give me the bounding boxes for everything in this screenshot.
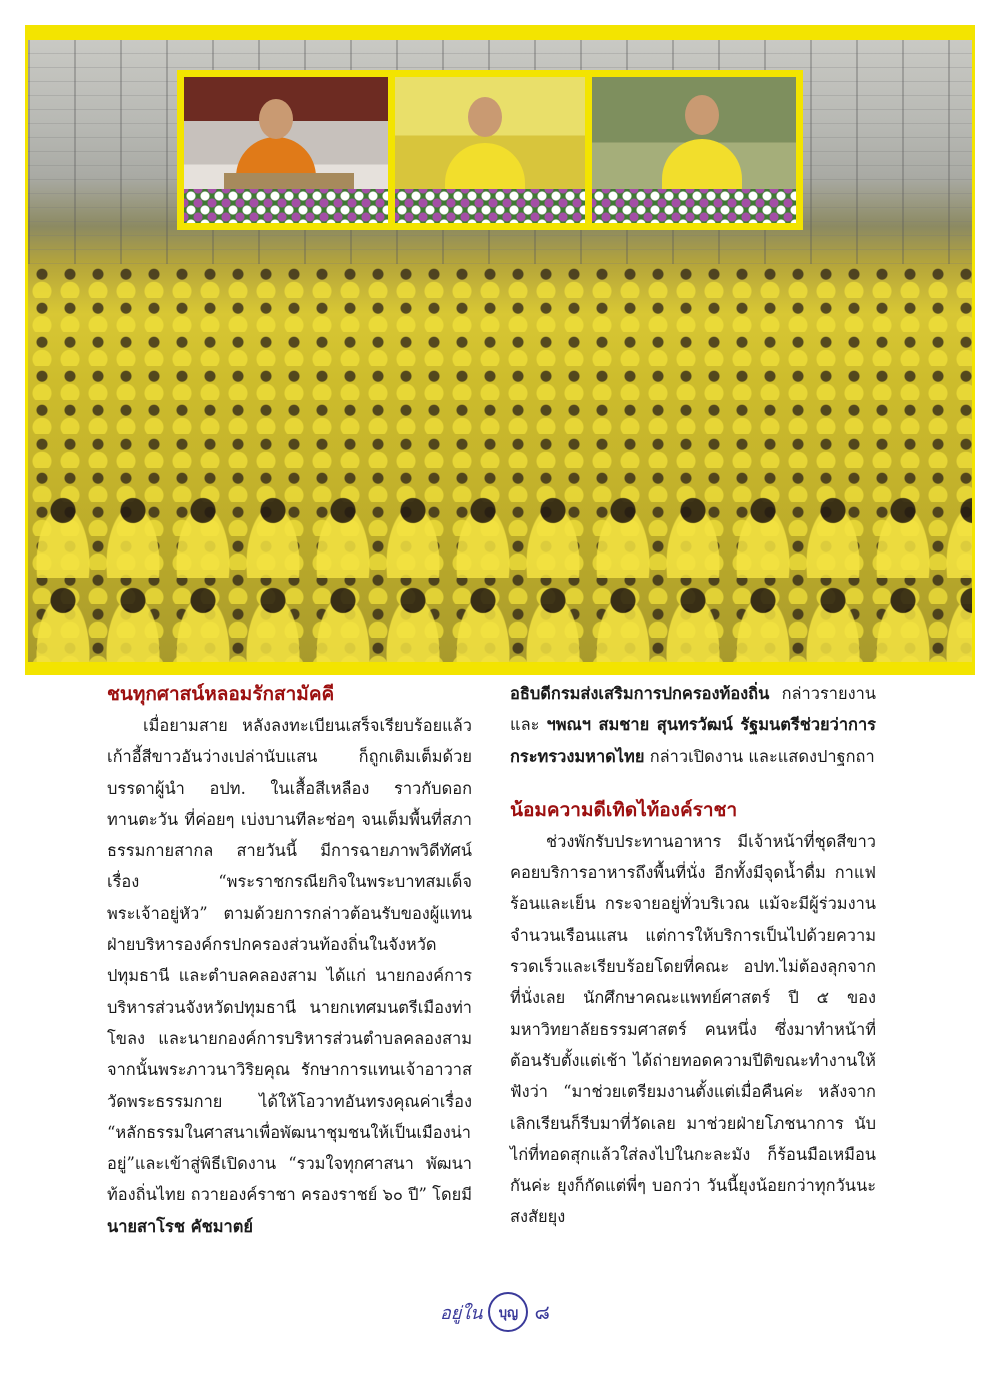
- bold-name: นายสาโรช คัชมาตย์: [107, 1216, 254, 1236]
- right-column: [510, 678, 876, 1233]
- bold-title: อธิบดีกรมส่งเสริมการปกครองท้องถิ่น: [510, 684, 770, 703]
- page-footer: [440, 1290, 560, 1334]
- section-heading: น้อมความดีเทิดไท้องค์ราชา: [510, 798, 738, 821]
- page-number: ๘: [534, 1300, 550, 1324]
- inset-photo-speaker-1: [395, 77, 585, 223]
- section-heading: ชนทุกศาสน์หลอมรักสามัคคี: [107, 683, 335, 705]
- left-column: [107, 678, 472, 1242]
- paragraph-text: กล่าวรายงาน และ: [510, 684, 876, 735]
- footer-brand: อยู่ใน: [440, 1302, 483, 1324]
- flower-arrangement: [395, 189, 585, 223]
- inset-photo-strip: [177, 70, 803, 230]
- flower-arrangement: [592, 189, 796, 223]
- monk-head: [259, 99, 293, 139]
- inset-photo-monk: [184, 77, 388, 223]
- speaker-head: [685, 95, 719, 135]
- flower-arrangement: [184, 189, 388, 223]
- speaker-head: [468, 97, 502, 137]
- body-paragraph-continued: [510, 678, 876, 772]
- body-paragraph: [107, 710, 472, 1242]
- spacer: [510, 772, 876, 794]
- body-paragraph: ช่วงพักรับประทานอาหาร มีเจ้าหน้าที่ชุดสีขาว คอยบริการอาหารถึงพื้นที่นั่ง อีกทั้งมีจุดน้ำดื่ม กาแฟร้อนและเย็น กระจายอยู่ทั่วบริเวณ แม้จะมีผู้ร่วมงานจำนวนเรือนแสน แต่การให้บริการเป็นไปด้วยความรวดเร็วและเรียบร้อยโดยที่คณะ อปท.ไม่ต้องลุกจากที่นั่งเลย นักศึกษาคณะแพทย์ศาสตร์ ปี ๕ ของมหาวิทยาลัยธรรมศาสตร์ คนหนึ่ง ซึ่งมาทำหน้าที่ต้อนรับตั้งแต่เช้า ได้ถ่ายทอดความปีติขณะทำงานให้ฟังว่า “มาช่วยเตรียมงานตั้งแต่เมื่อคืนค่ะ หลังจากเลิกเรียนก็รีบมาที่วัดเลย มาช่วยฝ่ายโภชนาการ นับไก่ที่ทอดสุกแล้วใส่ลงไปในกะละมัง ก็ร้อนมือเหมือนกันค่ะ ยุงก็กัดแต่พี่ๆ บอกว่า วันนี้ยุงน้อยกว่าทุกวันนะ สงสัยยุง: [510, 831, 876, 1227]
- footer-logo: บุญ: [488, 1292, 528, 1332]
- inset-photo-speaker-2: [592, 77, 796, 223]
- paragraph-text: เมื่อยามสาย หลังลงทะเบียนเสร็จเรียบร้อยแล้ว เก้าอี้สีขาวอันว่างเปล่านับแสน ก็ถูกเติมเต็มด้วยบรรดาผู้นำ อปท. ในเสื้อสีเหลือง ราวกับดอกทานตะวัน ที่ค่อยๆ เบ่งบานทีละช่อๆ จนเต็มพื้นที่สภาธรรมกายสากล สายวันนี้ มีการฉายภาพวิดีทัศน์ เรื่อง “พระราชกรณียกิจในพระบาทสมเด็จพระเจ้าอยู่หัว” ตามด้วยการกล่าวต้อนรับของผู้แทนฝ่ายบริหารองค์กรปกครองส่วนท้องถิ่นในจังหวัดปทุมธานี และตำบลคลองสาม ได้แก่ นายกองค์การบริหารส่วนจังหวัดปทุมธานี นายกเทศมนตรีเมืองท่าโขลง และนายกองค์การบริหารส่วนตำบลคลองสาม จากนั้นพระภาวนาวิริยคุณ รักษาการแทนเจ้าอาวาสวัดพระธรรมกาย ได้ให้โอวาทอันทรงคุณค่าเรื่อง “หลักธรรมในศาสนาเพื่อพัฒนาชุมชนให้เป็นเมืองน่าอยู่”และเข้าสู่พิธีเปิดงาน “รวมใจทุกศาสนา พัฒนาท้องถิ่นไทย ถวายองค์ราชา ครองราชย์ ๖๐ ปี” โดยมี: [107, 716, 472, 1205]
- bold-name: ฯพณฯ สมชาย สุนทรวัฒน์ รัฐมนตรีช่วยว่าการกระทรวงมหาดไทย: [510, 715, 876, 766]
- paragraph-text: กล่าวเปิดงาน และแสดงปาฐกถา: [649, 746, 875, 766]
- crowd-foreground: [28, 488, 972, 662]
